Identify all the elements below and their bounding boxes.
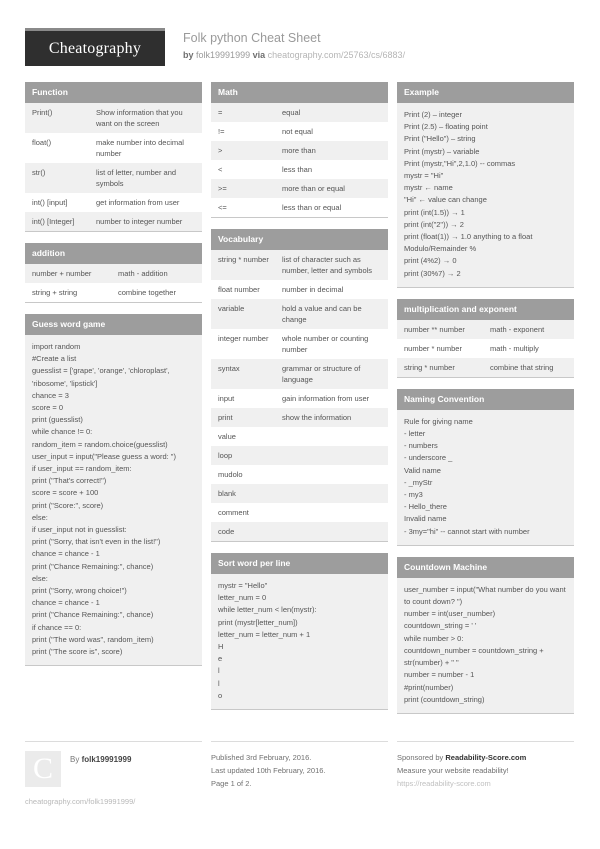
- code-line: #print(number): [404, 682, 454, 692]
- code-line: Print ("Hello") – string: [404, 134, 476, 144]
- code-line: l: [218, 678, 220, 688]
- row-key: <: [218, 165, 223, 174]
- card-body-addition: [25, 264, 202, 303]
- code-line: Print (2.5) – floating point: [404, 122, 488, 132]
- card-math: [211, 82, 388, 218]
- column-1: [25, 82, 202, 725]
- card-body-multiplication-and-exponent: [397, 320, 574, 378]
- card-title-example: Example: [397, 82, 574, 103]
- code-line: - _myStr: [404, 477, 433, 487]
- row-key: str(): [32, 168, 46, 177]
- list-item: comment: [218, 508, 249, 517]
- row-value: math - addition: [118, 269, 168, 278]
- page-header: [25, 0, 575, 76]
- code-line: number = int(user_number): [404, 609, 496, 619]
- code-line: Modulo/Remainder %: [404, 244, 477, 254]
- table-row: [25, 264, 202, 283]
- card-title-naming-convention: Naming Convention: [397, 389, 574, 410]
- code-line: user_number = input("What number do you want to count down? "): [404, 584, 568, 607]
- row-key: float number: [218, 285, 260, 294]
- code-line: print ("Chance Remaining:", chance): [32, 561, 154, 571]
- row-key: integer number: [218, 334, 269, 343]
- card-title-addition: addition: [25, 243, 202, 264]
- code-line: - 3my="hi" -- cannot start with number: [404, 526, 530, 536]
- code-line: chance = chance - 1: [32, 549, 100, 559]
- code-line: mystr = "Hi": [404, 171, 444, 181]
- by-label: By: [70, 754, 80, 764]
- code-line: print ("The score is", score): [32, 647, 123, 657]
- card-example: [397, 82, 574, 288]
- author-profile-url[interactable]: cheatography.com/folk19991999/: [25, 796, 136, 806]
- code-block-example: [397, 103, 574, 288]
- card-title-sort-word-per-line: Sort word per line: [211, 553, 388, 574]
- row-key: variable: [218, 304, 245, 313]
- card-guess-word-game: [25, 314, 202, 666]
- row-value: make number into decimal number: [96, 138, 184, 158]
- row-value: show the information: [282, 413, 352, 422]
- row-key: int() [Integer]: [32, 217, 75, 226]
- card-body-math: [211, 103, 388, 218]
- footer-meta-block: [211, 741, 388, 807]
- sponsor-url[interactable]: https://readability-score.com: [397, 778, 491, 788]
- code-line: print (guesslist): [32, 415, 83, 425]
- content-columns: [25, 82, 575, 725]
- title-block: [165, 28, 405, 63]
- code-line: score = score + 100: [32, 488, 99, 498]
- table-row: [25, 283, 202, 302]
- card-multiplication-and-exponent: [397, 299, 574, 378]
- card-body-function: [25, 103, 202, 232]
- code-line: print ("Sorry, that isn't even in the list!"): [32, 537, 161, 547]
- via-label: via: [252, 50, 266, 60]
- list-item: value: [218, 432, 236, 441]
- code-line: guesslist = ['grape', 'orange', 'chloroplast', 'ribosome', 'lipstick']: [32, 366, 172, 388]
- code-line: score = 0: [32, 403, 64, 413]
- code-line: print (countdown_string): [404, 694, 485, 704]
- row-key: number * number: [404, 343, 462, 353]
- author-link[interactable]: folk19991999: [81, 754, 132, 764]
- row-key: int() [input]: [32, 198, 68, 207]
- code-line: l: [218, 666, 220, 676]
- code-line: mystr = "Hello": [218, 581, 268, 590]
- code-line: while number > 0:: [404, 633, 464, 643]
- row-value: whole number or counting number: [282, 334, 369, 354]
- code-line: if user_input == random_item:: [32, 464, 132, 474]
- code-line: random_item = random.choice(guesslist): [32, 439, 168, 449]
- code-line: - my3: [404, 490, 423, 500]
- table-row: [25, 212, 202, 231]
- code-line: - Hello_there: [404, 502, 447, 512]
- table-row: [211, 179, 388, 198]
- code-block-naming-convention: [397, 410, 574, 546]
- table-row: [397, 358, 574, 377]
- row-key: >=: [218, 184, 227, 193]
- avatar: C: [25, 751, 61, 787]
- code-line: - numbers: [404, 441, 438, 451]
- code-block-countdown-machine: [397, 578, 574, 714]
- code-line: Valid name: [404, 465, 441, 475]
- code-line: print ("Score:", score): [32, 500, 104, 510]
- row-key: string * number: [218, 255, 269, 264]
- page-title: Folk python Cheat Sheet: [183, 31, 321, 45]
- row-value: equal: [282, 108, 301, 117]
- list-item: blank: [211, 484, 388, 503]
- code-line: print (30%7) → 2: [404, 268, 461, 278]
- code-line: o: [218, 690, 223, 700]
- card-title-guess-word-game: Guess word game: [25, 314, 202, 335]
- row-value: number to integer number: [96, 217, 183, 226]
- sponsor-prefix: Sponsored by: [397, 752, 444, 762]
- author-link[interactable]: folk19991999: [196, 50, 251, 60]
- code-line: Print (2) – integer: [404, 110, 462, 119]
- code-line: else:: [32, 512, 48, 522]
- sponsor-link[interactable]: Readability-Score.com: [445, 752, 527, 762]
- table-row: [25, 103, 202, 133]
- table-row: [397, 339, 574, 358]
- row-value: gain information from user: [282, 394, 370, 403]
- row-value: combine together: [118, 288, 176, 297]
- row-key: string + string: [32, 288, 78, 297]
- page-number: Page 1 of 2.: [211, 778, 252, 788]
- page-footer: [25, 731, 575, 807]
- table-row: [211, 408, 388, 427]
- code-line: countdown_number = countdown_string + str(number) + " ": [404, 645, 546, 668]
- card-countdown-machine: [397, 557, 574, 714]
- code-line: else:: [32, 573, 48, 583]
- cheatography-logo[interactable]: [25, 28, 165, 66]
- row-key: !=: [218, 127, 225, 136]
- logo-text: Cheatography: [48, 39, 142, 57]
- row-value: number in decimal: [282, 285, 344, 294]
- code-line: Print (mystr,"Hi",2,1.0) -- commas: [404, 158, 516, 168]
- table-row: [211, 103, 388, 122]
- sponsor-title: [397, 751, 574, 764]
- code-line: - letter: [404, 429, 426, 439]
- table-row: [211, 389, 388, 408]
- table-row: [211, 198, 388, 217]
- code-line: import random: [32, 342, 81, 351]
- footer-sponsor-block: [397, 741, 574, 807]
- card-title-math: Math: [211, 82, 388, 103]
- row-key: print: [218, 413, 233, 422]
- sponsor-tagline: Measure your website readability!: [397, 765, 509, 775]
- table-row: [211, 359, 388, 389]
- column-3: [397, 82, 574, 725]
- table-row: [211, 329, 388, 359]
- table-row: [211, 122, 388, 141]
- row-key: float(): [32, 138, 52, 147]
- row-key: <=: [218, 203, 227, 212]
- column-2: [211, 82, 388, 725]
- card-naming-convention: [397, 389, 574, 546]
- card-function: [25, 82, 202, 232]
- footer-author-name: [61, 751, 131, 765]
- table-row: [211, 160, 388, 179]
- code-line: if user_input not in guesslist:: [32, 525, 127, 535]
- row-value: grammar or structure of language: [282, 364, 361, 384]
- row-value: get information from user: [96, 198, 180, 207]
- code-line: countdown_string = ' ': [404, 621, 477, 631]
- card-title-function: Function: [25, 82, 202, 103]
- code-line: print ("Sorry, wrong choice!"): [32, 586, 127, 596]
- row-key: string * number: [404, 362, 455, 372]
- row-value: more than: [282, 146, 316, 155]
- list-item: code: [211, 522, 388, 541]
- code-line: user_input = input("Please guess a word: "): [32, 451, 176, 461]
- code-line: Print (mystr) – variable: [404, 146, 480, 156]
- table-row: [211, 280, 388, 299]
- code-line: - underscore _: [404, 453, 453, 463]
- list-item: loop: [211, 446, 388, 465]
- row-key: syntax: [218, 364, 240, 373]
- row-value: math - exponent: [490, 324, 545, 334]
- table-row: [25, 193, 202, 212]
- code-block-sort-word-per-line: [211, 574, 388, 710]
- code-line: letter_num = 0: [218, 593, 267, 603]
- table-row: [25, 133, 202, 163]
- row-value: list of character such as number, letter and symbols: [282, 255, 373, 275]
- row-value: math - multiply: [490, 343, 539, 353]
- code-line: print (int("2")) → 2: [404, 219, 464, 229]
- table-row: [211, 141, 388, 160]
- code-line: if chance == 0:: [32, 622, 82, 632]
- code-line: print ("The word was", random_item): [32, 634, 154, 644]
- card-title-multiplication-and-exponent: multiplication and exponent: [397, 299, 574, 320]
- code-line: Rule for giving name: [404, 416, 473, 426]
- row-value: more than or equal: [282, 184, 345, 193]
- card-body-vocabulary: [211, 250, 388, 542]
- code-line: print (float(1)) → 1.0 anything to a float: [404, 232, 533, 242]
- row-value: not equal: [282, 127, 313, 136]
- card-title-vocabulary: Vocabulary: [211, 229, 388, 250]
- row-value: list of letter, number and symbols: [96, 168, 177, 188]
- code-line: while chance != 0:: [32, 427, 93, 437]
- table-row: [397, 320, 574, 339]
- code-line: e: [218, 654, 223, 664]
- table-row: [211, 299, 388, 329]
- code-line: mystr ← name: [404, 183, 453, 193]
- code-line: print (int(1.5)) → 1: [404, 207, 465, 217]
- card-sort-word-per-line: [211, 553, 388, 710]
- table-row: [25, 163, 202, 193]
- byline: [183, 48, 405, 63]
- by-label: by: [183, 50, 194, 60]
- author-line: [25, 751, 202, 787]
- code-line: #Create a list: [32, 354, 77, 364]
- code-line: letter_num = letter_num + 1: [218, 629, 311, 639]
- code-line: chance = 3: [32, 390, 69, 400]
- row-value: combine that string: [490, 362, 554, 372]
- row-key: number ** number: [404, 324, 465, 334]
- code-line: "Hi" ← value can change: [404, 195, 487, 205]
- row-key: >: [218, 146, 223, 155]
- table-row: [211, 250, 388, 280]
- code-line: print (mystr[letter_num]): [218, 617, 298, 627]
- row-key: number + number: [32, 269, 92, 278]
- card-vocabulary: [211, 229, 388, 542]
- list-item: mudolo: [218, 470, 243, 479]
- footer-author-block: [25, 741, 202, 807]
- code-line: while letter_num < len(mystr):: [218, 605, 317, 615]
- code-line: chance = chance - 1: [32, 598, 100, 608]
- row-key: =: [218, 108, 223, 117]
- code-line: print ("That's correct!"): [32, 476, 107, 486]
- code-line: print ("Chance Remaining:", chance): [32, 610, 154, 620]
- code-block-guess-word-game: [25, 335, 202, 666]
- card-title-countdown-machine: Countdown Machine: [397, 557, 574, 578]
- published-date: Published 3rd February, 2016.: [211, 752, 312, 762]
- code-line: print (4%2) → 0: [404, 256, 457, 266]
- row-value: less than or equal: [282, 203, 342, 212]
- card-addition: [25, 243, 202, 303]
- row-value: less than: [282, 165, 313, 174]
- updated-date: Last updated 10th February, 2016.: [211, 765, 326, 775]
- code-line: Invalid name: [404, 514, 447, 524]
- row-key: input: [218, 394, 235, 403]
- code-line: H: [218, 642, 224, 652]
- row-key: Print(): [32, 108, 53, 117]
- row-value: hold a value and can be change: [282, 304, 362, 324]
- row-value: Show information that you want on the screen: [96, 108, 183, 128]
- code-line: number = number - 1: [404, 670, 475, 680]
- source-url-link[interactable]: cheatography.com/25763/cs/6883/: [267, 50, 406, 60]
